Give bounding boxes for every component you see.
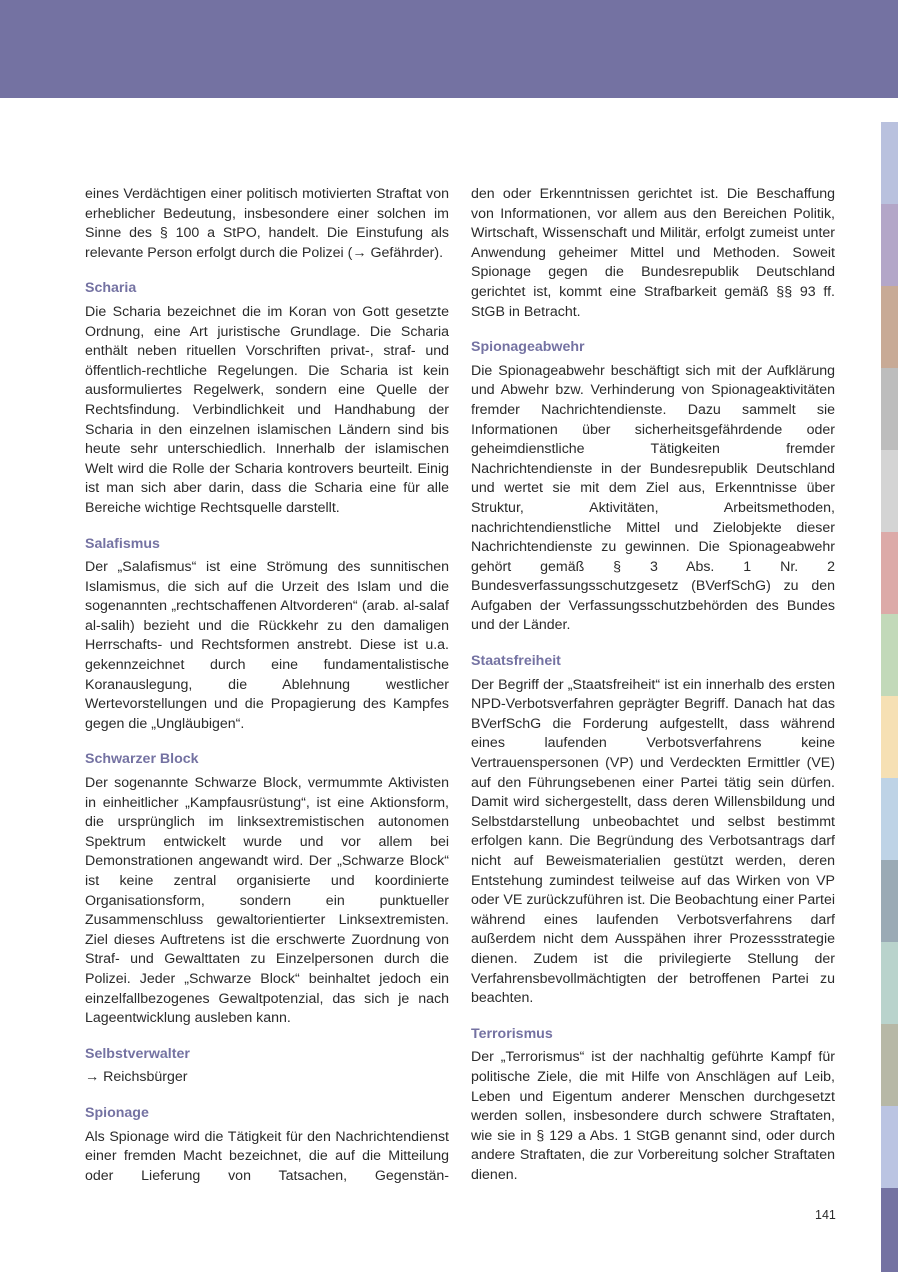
entry-text: Der „Terrorismus“ ist der nachhaltig geführte Kampf für politische Ziele, die mit Hilfe von Anschlägen auf Leib, Leben und Eigentum anderer Menschen durchgesetzt werden sollen, insbesondere durch schwere Straftaten, wie sie in § 129 a Abs. 1 StGB genannt sind, oder durch andere Straftaten, die zur Vorbereitung solcher Straftaten dienen.	[471, 1049, 835, 1183]
entry-text: Als Spionage wird die Tätigkeit für den Nachrichtendienst einer fremden Macht bezeichnet, die auf die Mitteilung oder Lieferung von Tatsachen, Gegenstän-	[85, 1128, 449, 1184]
glossary-entry-schwarzer-block	[85, 750, 449, 1028]
header-band	[0, 0, 898, 98]
right-column	[471, 185, 835, 1202]
chapter-tabs	[881, 122, 898, 1272]
entry-heading: Spionage	[85, 1104, 149, 1121]
entry-text: Der Begriff der „Staatsfreiheit“ ist ein innerhalb des ersten NPD-Verbotsverfahren geprägter Begriff. Danach hat das BVerfSchG die Forderung aufgestellt, dass während eines laufenden Verbotsverfahrens keine Vertrauenspersonen (VP) und Verdeckten Ermittler (VE) auf den Führungsebenen einer Partei tätig sein dürfen. Damit wird sichergestellt, dass deren Willensbildung und Selbstdarstellung unbeobachtet und selbst bestimmt erfolgen kann. Die Begründung des Verbotsantrags darf nicht auf Beweismaterialien gestützt werden, deren Entstehung zumindest teilweise auf das Wirken von VP oder VE zurückzuführen ist. Die Beobachtung einer Partei während eines laufenden Verbotsverfahrens darf außerdem nicht dem Ausspähen ihrer Prozessstrategie dienen. Zudem ist die privilegierte Stellung der Verfahrensbevollmächtigten der betroffenen Partei zu beachten.	[471, 676, 835, 1007]
entry-heading: Terrorismus	[471, 1025, 553, 1042]
glossary-entry-salafismus	[85, 535, 449, 735]
glossary-entry-selbstverwalter	[85, 1045, 449, 1088]
chapter-tab[interactable]	[881, 1106, 898, 1188]
entry-heading: Staatsfreiheit	[471, 653, 561, 670]
chapter-tab[interactable]	[881, 942, 898, 1024]
page-number: 141	[815, 1208, 836, 1222]
intro-continuation	[85, 185, 449, 263]
spionage-continuation	[471, 185, 835, 322]
chapter-tab-active[interactable]	[881, 1188, 898, 1272]
glossary-entry-spionageabwehr	[471, 338, 835, 636]
chapter-tab[interactable]	[881, 286, 898, 368]
entry-heading: Spionageabwehr	[471, 339, 585, 356]
entry-text: Der „Salafismus“ ist eine Strömung des sunnitischen Islamismus, die sich auf die Urzeit des Islam und die sogenannten „rechtschaffenen Altvorderen“ (arab. al-salaf al-salih) bezieht und die Rückkehr zu den damaligen Herrschafts- und Rechtsformen anstrebt. Diese ist u.a. gekennzeichnet durch eine fundamentalistische Koranauslegung, die Ablehnung westlicher Wertevorstellungen und die Propagierung des Kampfes gegen die „Ungläubigen“.	[85, 559, 449, 732]
entry-text: Die Scharia bezeichnet die im Koran von Gott gesetzte Ordnung, eine Art juristische Grundlage. Die Scharia enthält neben rituellen Vorschriften privat-, straf- und öffentlich-rechtliche Regelungen. Die Scharia ist kein ausformuliertes Regelwerk, sondern eine Quelle der Rechtsfindung. Verbindlichkeit und Handhabung der Scharia in den einzelnen islamischen Ländern sind bis heute sehr unterschiedlich. Innerhalb der islamischen Welt wird die Rolle der Scharia kontrovers beurteilt. Einig ist man sich aber darin, dass die Scharia eine für alle Bereiche wichtige Rechtsquelle darstellt.	[85, 303, 449, 516]
continuation-paragraph: den oder Erkenntnissen gerichtet ist. Die Beschaffung von Informationen, vor allem aus den Bereichen Politik, Wirtschaft, Wissenschaft und Militär, erfolgt zumeist unter Anwendung geheimer Mittel und Methoden. Soweit Spionage gegen die Bundesrepublik Deutschland gerichtet ist, kommt eine Strafbarkeit gemäß §§ 93 ff. StGB in Betracht.	[471, 186, 835, 320]
glossary-entry-terrorismus	[471, 1025, 835, 1186]
chapter-tab[interactable]	[881, 204, 898, 286]
glossary-entry-spionage	[85, 1104, 449, 1186]
chapter-tab[interactable]	[881, 614, 898, 696]
chapter-tab[interactable]	[881, 450, 898, 532]
chapter-tab[interactable]	[881, 696, 898, 778]
entry-heading: Selbstverwalter	[85, 1045, 190, 1062]
entry-heading: Schwarzer Block	[85, 751, 199, 768]
chapter-tab[interactable]	[881, 532, 898, 614]
entry-text: Der sogenannte Schwarze Block, vermummte Aktivisten in einheitlicher „Kampfausrüstung“, ist eine Aktionsform, die ursprünglich im linksextremistischen autonomen Spektrum entwickelt wurde und vor allem bei Demonstrationen angewandt wird. Der „Schwarze Block“ ist keine zentral organisierte und koordinierte Organisationsform, sondern ein punktueller Zusammenschluss gewaltorientierter Linksextremisten. Ziel dieses Auftretens ist die erschwerte Zuordnung von Straf- und Gewalttaten zu Einzelpersonen durch die Polizei. Jeder „Schwarze Block“ beinhaltet jedoch ein einzelfallbezogenes Gewaltpotenzial, das sich je nach Lageentwicklung ausleben kann.	[85, 775, 449, 1027]
cross-reference-link[interactable]: → Reichsbürger	[85, 1069, 188, 1086]
chapter-tab[interactable]	[881, 860, 898, 942]
intro-paragraph: eines Verdächtigen einer politisch motivierten Straftat von erheblicher Bedeutung, insbesondere einer solchen im Sinne des § 100 a StPO, handelt. Die Einstufung als relevante Person erfolgt durch die Polizei (→ Gefährder).	[85, 186, 449, 261]
entry-heading: Scharia	[85, 280, 137, 297]
entry-heading: Salafismus	[85, 535, 160, 552]
chapter-tab[interactable]	[881, 368, 898, 450]
glossary-entry-staatsfreiheit	[471, 652, 835, 1009]
left-column	[85, 185, 449, 1202]
chapter-tab[interactable]	[881, 1024, 898, 1106]
chapter-tab[interactable]	[881, 122, 898, 204]
entry-text: Die Spionageabwehr beschäftigt sich mit der Aufklärung und Abwehr bzw. Verhinderung von Spionageaktivitäten fremder Nachrichtendienste. Dazu sammelt sie Informationen über sicherheitsgefährdende oder geheimdienstliche Tätigkeiten fremder Nachrichtendienste in der Bundesrepublik Deutschland und wertet sie mit dem Ziel aus, Erkenntnisse über Struktur, Aktivitäten, Arbeitsmethoden, nachrichtendienstliche Mittel und Zielobjekte dieser Nachrichtendienste zu gewinnen. Die Spionageabwehr gehört gemäß § 3 Abs. 1 Nr. 2 Bundesverfassungsschutzgesetz (BVerfSchG) zu den Aufgaben der Verfassungsschutzbehörden des Bundes und der Länder.	[471, 362, 835, 634]
chapter-tab[interactable]	[881, 778, 898, 860]
glossary-entry-scharia	[85, 279, 449, 518]
